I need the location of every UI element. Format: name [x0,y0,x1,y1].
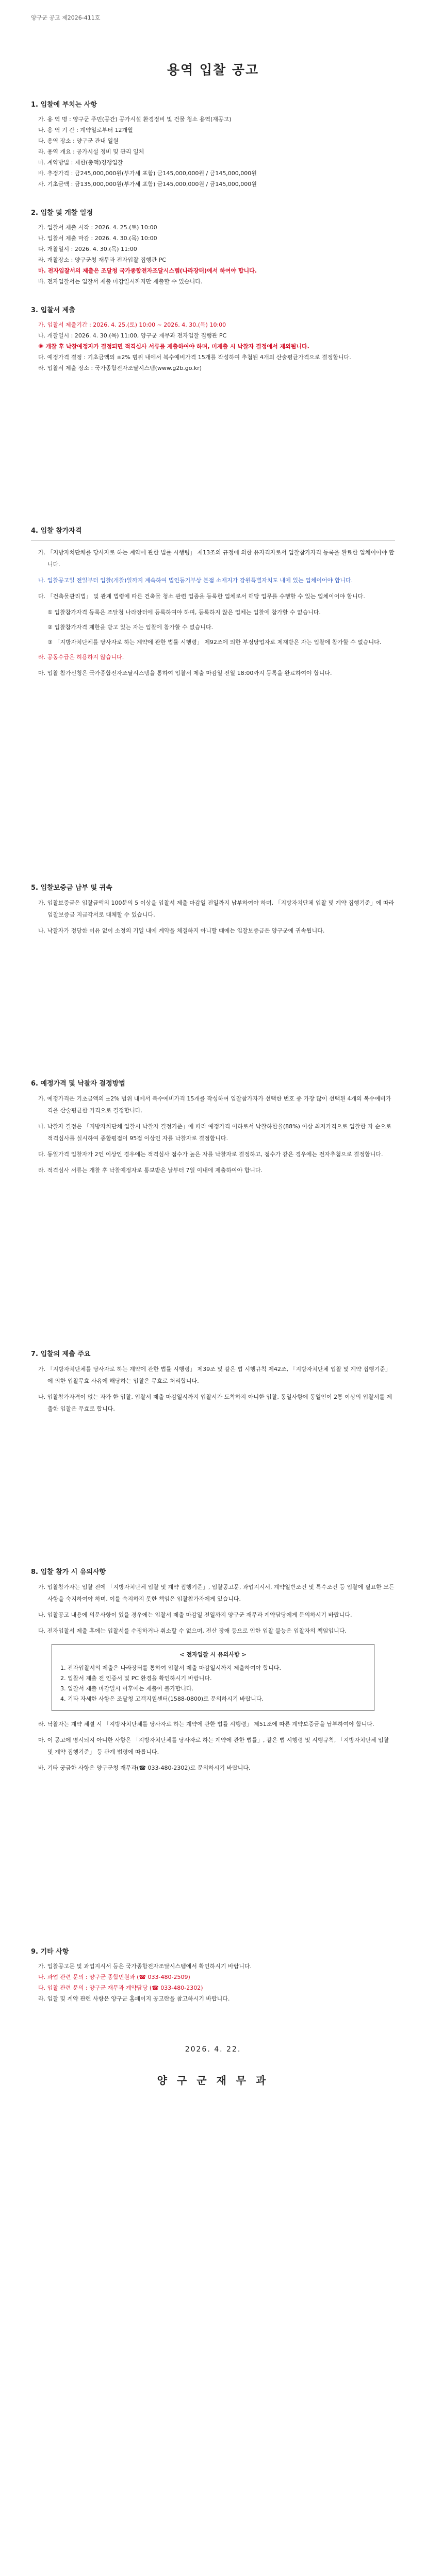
section-bid-bond [31,882,395,937]
section-title: 1. 입찰에 부치는 사항 [31,101,97,109]
paragraph: 라. 낙찰자는 계약 체결 시 「지방자치단체를 당사자로 하는 계약에 관한 법률 시행령」 제51조에 따른 계약보증금을 납부하여야 합니다. [38,1721,374,1727]
list-item-emphasis: 마. 전자입찰서의 제출은 조달청 국가종합전자조달시스템(나라장터)에서 하여야 합니다. [38,267,257,274]
list-item: 나. 용 역 기 간 : 계약일로부터 12개월 [38,127,133,133]
section-bid-items [31,99,395,190]
paragraph: 가. 입찰보증금은 입찰금액의 100분의 5 이상을 입찰서 제출 마감일 전일까지 납부하여야 하며, 「지방자치단체 입찰 및 계약 집행기준」에 따라 입찰보증금 지급각서로 대체할 수 있습니다. [38,900,395,918]
paragraph: 가. 입찰참가자는 입찰 전에 「지방자치단체 입찰 및 계약 집행기준」, 입찰공고문, 과업지시서, 계약일반조건 및 특수조건 등 입찰에 필요한 모든 사항을 숙지하여야 하며, 이를 숙지하지 못한 책임은 입찰참가자에게 있습니다. [38,1584,395,1602]
paragraph-highlight: 나. 입찰공고일 전일부터 입찰(개찰)일까지 계속하여 법인등기부상 본점 소재지가 강원특별자치도 내에 있는 업체이어야 합니다. [38,577,353,584]
section-invalid-bids [31,1348,395,1415]
paragraph: 나. 낙찰자 결정은 「지방자치단체 입찰시 낙찰자 결정기준」에 따라 예정가격 이하로서 낙찰하한율(88%) 이상 최저가격으로 입찰한 자 순으로 적격심사를 실시하여 종합평점이 95점 이상인 자를 낙찰자로 결정합니다. [38,1123,391,1142]
sub-paragraph: ② 입찰참가자격 제한을 받고 있는 자는 입찰에 참가할 수 없습니다. [47,624,214,631]
list-item: 다. 예정가격 결정 : 기초금액의 ±2% 범위 내에서 복수예비가격 15개를 작성하여 추첨된 4개의 산술평균가격으로 결정합니다. [38,354,351,361]
list-item: 라. 입찰서 제출 장소 : 국가종합전자조달시스템(www.g2b.go.kr) [38,365,202,371]
notice-box [52,1644,374,1711]
list-item: 다. 개찰일시 : 2026. 4. 30.(목) 11:00 [38,246,137,252]
paragraph: 라. 적격심사 서류는 개찰 후 낙찰예정자로 통보받은 날부터 7일 이내에 제출하여야 합니다. [38,1167,263,1174]
section-title: 3. 입찰서 제출 [31,307,75,314]
list-item: 바. 전자입찰서는 입찰서 제출 마감일시까지만 제출할 수 있습니다. [38,278,203,285]
section-title: 7. 입찰의 제출 주요 [31,1350,91,1358]
section-eligibility [31,525,395,679]
paragraph: 가. 「지방자치단체를 당사자로 하는 계약에 관한 법률 시행령」 제39조 및 같은 법 시행규칙 제42조, 「지방자치단체 입찰 및 계약 집행기준」에 의한 입찰무효 사유에 해당하는 입찰은 무효로 처리합니다. [38,1366,391,1384]
paragraph: 다. 전자입찰서 제출 후에는 입찰서를 수정하거나 취소할 수 없으며, 전산 장애 등으로 인한 입찰 불능은 입찰자의 책임입니다. [38,1628,347,1634]
notice-box-line: 3. 입찰서 제출 마감일시 이후에는 제출이 불가합니다. [60,1685,194,1692]
section-title: 5. 입찰보증금 납부 및 귀속 [31,884,112,892]
section-title: 6. 예정가격 및 낙찰자 결정방법 [31,1080,125,1088]
issuing-organization: 양 구 군 재 무 과 [157,2074,269,2087]
section-other [31,1946,395,2004]
paragraph: 가. 「지방자치단체를 당사자로 하는 계약에 관한 법률 시행령」 제13조의 규정에 의한 유자격자로서 입찰참가자격 등록을 완료한 업체이어야 합니다. [38,549,395,568]
list-item: 사. 기초금액 : 금135,000,000원(부가세 포함) 금145,000,000원 / 금145,000,000원 [38,181,257,188]
section-title: 9. 기타 사항 [31,1948,69,1956]
notice-box-line: 4. 기타 자세한 사항은 조달청 고객지원센터(1588-0800)로 문의하시기 바랍니다. [60,1696,264,1702]
notice-box-line: 1. 전자입찰서의 제출은 나라장터를 통하여 입찰서 제출 마감일시까지 제출하여야 합니다. [60,1665,281,1671]
document-title: 용역 입찰 공고 [167,62,259,77]
section-schedule [31,207,395,287]
section-title: 4. 입찰 참가자격 [31,527,82,535]
list-item-emphasis: 나. 과업 관련 문의 : 양구군 종합민원과 (☎ 033-480-2509) [38,1974,190,1980]
list-item: 나. 입찰서 제출 마감 : 2026. 4. 30.(목) 10:00 [38,235,157,242]
paragraph: 나. 입찰참가자격이 없는 자가 한 입찰, 입찰서 제출 마감일시까지 입찰서가 도착하지 아니한 입찰, 동일사항에 동일인이 2통 이상의 입찰서를 제출한 입찰은 무효로 합니다. [38,1394,392,1412]
list-item: 가. 입찰공고문 및 과업지시서 등은 국가종합전자조달시스템에서 확인하시기 바랍니다. [38,1963,252,1970]
list-item: 라. 개찰장소 : 양구군청 재무과 전자입찰 집행관 PC [38,257,166,263]
paragraph: 마. 입찰 참가신청은 국가종합전자조달시스템을 통하여 입찰서 제출 마감일 전일 18:00까지 등록을 완료하여야 합니다. [38,670,332,676]
list-item: 가. 입찰서 제출 시작 : 2026. 4. 25.(토) 10:00 [38,224,157,231]
document-number: 양구군 공고 제2026-411호 [31,14,101,21]
section-title: 2. 입찰 및 개찰 일정 [31,209,93,217]
section-title: 8. 입찰 참가 시 유의사항 [31,1568,106,1576]
list-item-emphasis: 다. 입찰 관련 문의 : 양구군 재무과 계약담당 (☎ 033-480-2302) [38,1985,203,1991]
list-item-warning: ※ 개찰 후 낙찰예정자가 결정되면 적격심사 서류를 제출하여야 하며, 미제출 시 낙찰자 결정에서 제외됩니다. [38,343,309,350]
list-item: 마. 계약방법 : 제한(총액)경쟁입찰 [38,159,123,166]
paragraph: 다. 동일가격 입찰자가 2인 이상인 경우에는 적격심사 점수가 높은 자를 낙찰자로 결정하고, 점수가 같은 경우에는 전자추첨으로 결정합니다. [38,1151,383,1158]
list-item: 바. 추정가격 : 금245,000,000원(부가세 포함) 금145,000,000원 / 금145,000,000원 [38,170,257,177]
section-submission [31,304,395,374]
paragraph: 다. 「건축물관리법」 및 관계 법령에 따른 건축물 청소 관련 업종을 등록한 업체로서 해당 업무를 수행할 수 있는 업체이어야 합니다. [38,593,365,600]
list-item-emphasis: 가. 입찰서 제출기간 : 2026. 4. 25.(토) 10:00 ~ 2026. 4. 30.(목) 10:00 [38,321,226,328]
list-item: 나. 개찰일시 : 2026. 4. 30.(목) 11:00, 양구군 재무과 전자입찰 집행관 PC [38,332,227,339]
notice-box-title: < 전자입찰 시 유의사항 > [179,1651,247,1658]
section-award-method [31,1078,395,1176]
announcement-date: 2026. 4. 22. [185,2045,241,2054]
paragraph: 가. 예정가격은 기초금액의 ±2% 범위 내에서 복수예비가격 15개를 작성하여 입찰참가자가 선택한 번호 중 가장 많이 선택된 4개의 복수예비가격을 산술평균한 가격으로 결정합니다. [38,1095,391,1114]
sub-paragraph: ③ 「지방자치단체를 당사자로 하는 계약에 관한 법률 시행령」 제92조에 의한 부정당업자로 제재받은 자는 입찰에 참가할 수 없습니다. [47,639,382,646]
sub-paragraph: ① 입찰참가자격 등록은 조달청 나라장터에 등록하여야 하며, 등록하지 않은 업체는 입찰에 참가할 수 없습니다. [47,609,321,616]
notice-box-line: 2. 입찰서 제출 전 인증서 및 PC 환경을 확인하시기 바랍니다. [60,1675,212,1682]
list-item: 라. 입찰 및 계약 관련 사항은 양구군 홈페이지 공고란을 참고하시기 바랍니다. [38,1995,230,2002]
list-item: 라. 용역 개요 : 공가시설 정비 및 관리 일체 [38,148,144,155]
list-item: 가. 용 역 명 : 양구군 주민(공간) 공가시설 환경정비 및 건물 청소 용역(재공고) [38,116,232,123]
paragraph-emphasis: 라. 공동수급은 허용하지 않습니다. [38,654,124,660]
section-precautions [31,1566,395,1774]
paragraph: 나. 낙찰자가 정당한 이유 없이 소정의 기일 내에 계약을 체결하지 아니할 때에는 입찰보증금은 양구군에 귀속됩니다. [38,927,325,934]
paragraph: 나. 입찰공고 내용에 의문사항이 있을 경우에는 입찰서 제출 마감일 전일까지 양구군 재무과 계약담당에게 문의하시기 바랍니다. [38,1612,352,1618]
paragraph: 바. 기타 궁금한 사항은 양구군청 재무과(☎ 033-480-2302)로 문의하시기 바랍니다. [38,1765,251,1771]
paragraph: 마. 이 공고에 명시되지 아니한 사항은 「지방자치단체를 당사자로 하는 계약에 관한 법률」, 같은 법 시행령 및 시행규칙, 「지방자치단체 입찰 및 계약 집행기준」 등 관계 법령에 따릅니다. [38,1737,389,1755]
list-item: 다. 용역 장소 : 양구군 관내 일원 [38,138,119,144]
